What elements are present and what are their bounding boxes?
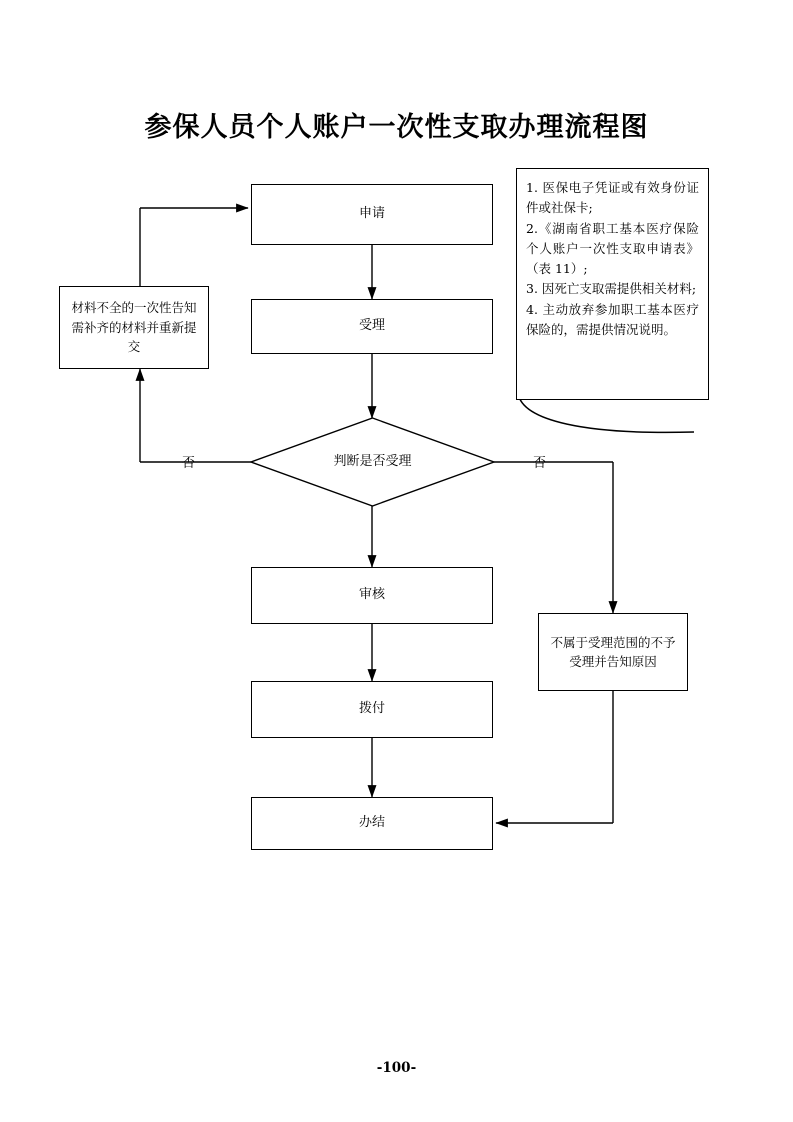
node-payment [251,681,493,738]
node-complete [251,797,493,850]
edge-label-no-left: 否 [182,456,196,471]
note-line-3: 3. 因死亡支取需提供相关材料; [526,281,697,297]
node-decision [251,418,494,506]
note-line-4: 4. 主动放弃参加职工基本医疗保险的，需提供情况说明。 [526,301,699,337]
page-title: 参保人员个人账户一次性支取办理流程图 [144,112,649,143]
node-review-label: 审核 [358,587,385,603]
note-line-2: 2.《湖南省职工基本医疗保险个人账户一次性支取申请表》（表 11）; [526,220,699,276]
node-payment-label: 拨付 [358,701,385,717]
node-review [251,567,493,624]
node-accept [251,299,493,354]
node-complete-label: 办结 [358,815,385,831]
node-reject [538,613,688,691]
edge-label-no-right: 否 [533,456,547,471]
node-apply-label: 申请 [358,206,385,222]
node-accept-label: 受理 [358,318,385,334]
node-resubmit-label: 材料不全的一次性告知需补齐的材料并重新提交 [71,300,197,355]
page-number: -100- [376,1060,417,1076]
node-apply [251,184,493,245]
note-line-1: 1. 医保电子凭证或有效身份证件或社保卡; [526,180,699,216]
node-reject-label: 不属于受理范围的不予受理并告知原因 [550,634,676,669]
materials-note [516,168,709,400]
node-resubmit [59,286,209,369]
node-decision-label: 判断是否受理 [333,454,412,470]
